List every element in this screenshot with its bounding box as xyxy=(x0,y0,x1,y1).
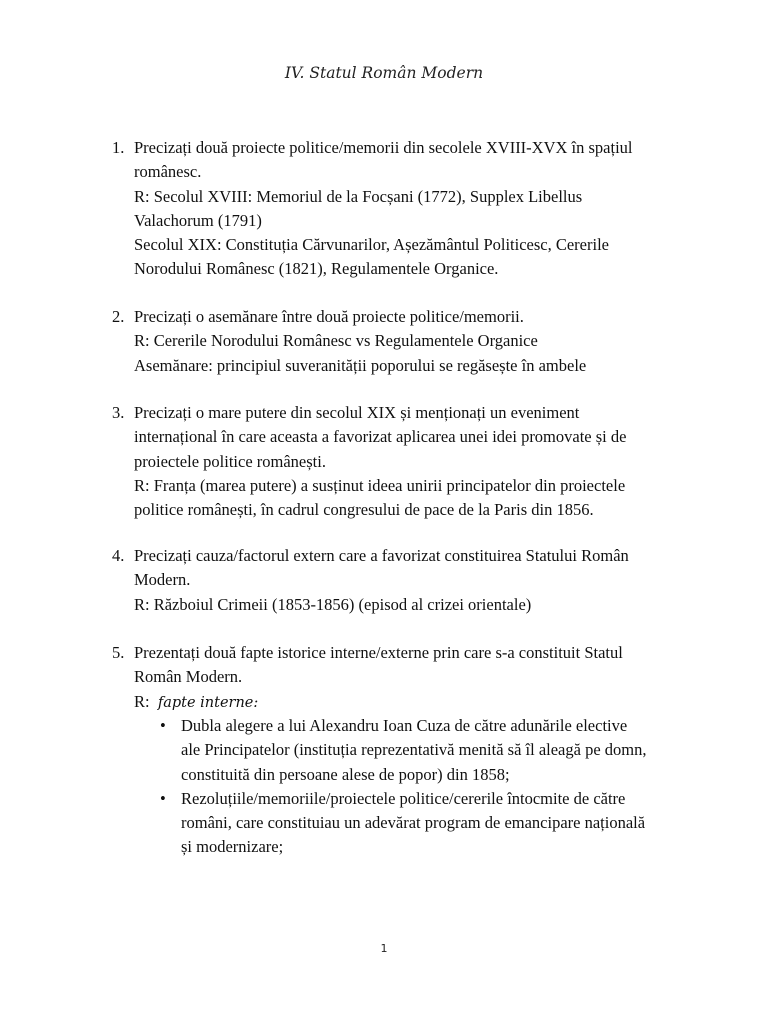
text-line: Norodului Românesc (1821), Regulamentele Organice. xyxy=(134,259,499,279)
bullet-icon: • xyxy=(160,716,166,735)
bullet-item xyxy=(160,714,720,787)
question-3 xyxy=(112,401,692,522)
question-2 xyxy=(112,305,692,378)
text-line: Precizați o mare putere din secolul XIX și menționați un eveniment xyxy=(134,403,580,422)
text-line: Secolul XIX: Constituția Cărvunarilor, Așezământul Politicesc, Cererile xyxy=(134,235,609,255)
text-line: Dubla alegere a lui Alexandru Ioan Cuza de către adunările elective xyxy=(181,716,628,735)
text-line: proiectele politice românești. xyxy=(134,451,326,471)
question-number: 4. xyxy=(112,546,125,565)
text-line: Precizați două proiecte politice/memorii din secolele XVIII-XVX în spațiul xyxy=(134,138,633,157)
text-line: Prezentați două fapte istorice interne/externe prin care s-a constituit Statul xyxy=(134,643,623,662)
text-line: R: Secolul XVIII: Memoriul de la Focșani (1772), Supplex Libellus xyxy=(134,186,583,206)
text-line: Modern. xyxy=(134,570,191,590)
text-line: românesc. xyxy=(134,162,202,182)
question-number: 1. xyxy=(112,138,125,157)
text-line: constituită din persoane alese de popor) din 1858; xyxy=(181,764,510,784)
text-line: Asemănare: principiul suveranității poporului se regăsește în ambele xyxy=(134,355,587,375)
text-line: Român Modern. xyxy=(134,667,243,687)
question-4 xyxy=(112,544,692,617)
bullet-list xyxy=(160,714,720,860)
text-line: internațional în care aceasta a favorizat aplicarea unei idei promovate și de xyxy=(134,427,627,447)
bullet-item xyxy=(160,787,720,860)
text-line: Precizați cauza/factorul extern care a favorizat constituirea Statului Român xyxy=(134,546,629,565)
bullet-icon: • xyxy=(160,788,166,808)
text-line: Valachorum (1791) xyxy=(134,210,262,230)
question-number: 2. xyxy=(112,307,125,326)
question-number: 5. xyxy=(112,643,125,662)
text-line: ale Principatelor (instituția reprezentativă menită să îl aleagă pe domn, xyxy=(181,740,647,760)
answer-prefix: R: xyxy=(134,691,150,711)
text-line: români, care constituiau un adevărat program de emancipare națională xyxy=(181,813,646,833)
text-line: Precizați o asemănare între două proiecte politice/memorii. xyxy=(134,307,524,326)
text-line: politice românești, în cadrul congresului de pace de la Paris din 1856. xyxy=(134,500,594,520)
question-number: 3. xyxy=(112,403,125,422)
question-1 xyxy=(112,136,692,282)
answer-heading: fapte interne: xyxy=(157,694,259,711)
text-line: R: Războiul Crimeii (1853-1856) (episod al crizei orientale) xyxy=(134,594,532,614)
text-line: R: Cererile Norodului Românesc vs Regulamentele Organice xyxy=(134,331,538,351)
question-5 xyxy=(112,641,692,715)
page-number: 1 xyxy=(380,942,388,955)
text-line: R: Franța (marea putere) a susținut ideea unirii principatelor din proiectele xyxy=(134,475,626,495)
answer-line xyxy=(134,690,692,715)
text-line: Rezoluțiile/memoriile/proiectele politice/cererile întocmite de către xyxy=(181,788,626,808)
page-title: IV. Statul Român Modern xyxy=(284,64,484,82)
text-line: și modernizare; xyxy=(181,837,284,857)
